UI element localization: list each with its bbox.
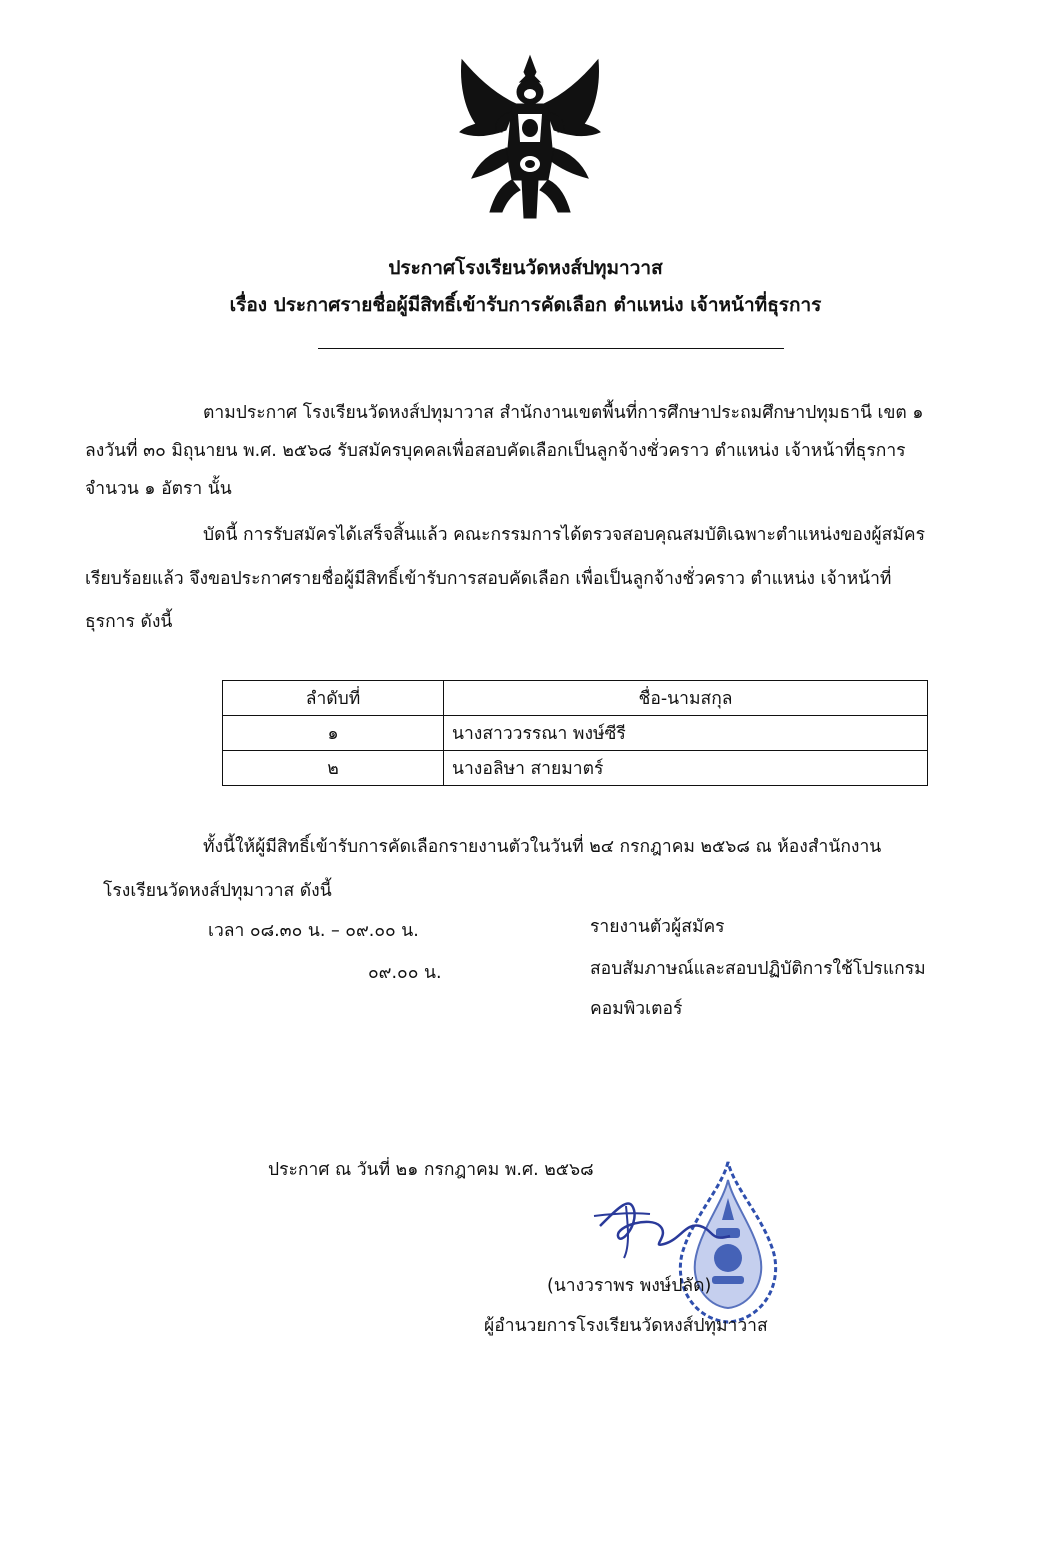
announcement-title: ประกาศโรงเรียนวัดหงส์ปทุมาวาส <box>388 257 663 279</box>
column-header-order: ลำดับที่ <box>223 681 444 716</box>
signer-name: (นางวราพร พงษ์ปลัด) <box>547 1276 712 1296</box>
para2-line2: เรียบร้อยแล้ว จึงขอประกาศรายชื่อผู้มีสิทธิ์เข้ารับการสอบคัดเลือก เพื่อเป็นลูกจ้างชั่วคราว ตำแหน่ง เจ้าหน้าที่ <box>85 569 892 589</box>
garuda-emblem-icon <box>450 52 610 222</box>
row-name: นางอลิษา สายมาตร์ <box>444 751 928 786</box>
row-name: นางสาววรรณา พงษ์ซีรี <box>444 716 928 751</box>
table-row <box>223 716 928 751</box>
schedule-time: เวลา ๐๘.๓๐ น. – ๐๙.๐๐ น. <box>208 921 419 941</box>
para3-line1: ทั้งนี้ให้ผู้มีสิทธิ์เข้ารับการคัดเลือกรายงานตัวในวันที่ ๒๔ กรกฎาคม ๒๕๖๘ ณ ห้องสำนักงาน <box>203 837 882 857</box>
para3-line2: โรงเรียนวัดหงส์ปทุมาวาส ดังนี้ <box>103 881 332 901</box>
announcement-date: ประกาศ ณ วันที่ ๒๑ กรกฎาคม พ.ศ. ๒๕๖๘ <box>268 1160 594 1180</box>
column-header-name: ชื่อ-นามสกุล <box>444 681 928 716</box>
table-row <box>223 751 928 786</box>
schedule-activity: สอบสัมภาษณ์และสอบปฏิบัติการใช้โปรแกรม <box>590 959 926 979</box>
para1-line2: ลงวันที่ ๓๐ มิถุนายน พ.ศ. ๒๕๖๘ รับสมัครบุคคลเพื่อสอบคัดเลือกเป็นลูกจ้างชั่วคราว ตำแหน่ง เจ้าหน้าที่ธุรการ <box>85 441 906 461</box>
schedule-activity: คอมพิวเตอร์ <box>590 999 683 1019</box>
schedule-activity: รายงานตัวผู้สมัคร <box>590 917 725 937</box>
para1-line3: จำนวน ๑ อัตรา นั้น <box>85 479 232 499</box>
table-header-row <box>223 681 928 716</box>
para2-line1: บัดนี้ การรับสมัครได้เสร็จสิ้นแล้ว คณะกรรมการได้ตรวจสอบคุณสมบัติเฉพาะตำแหน่งของผู้สมัคร <box>203 525 925 545</box>
title-divider <box>318 348 784 349</box>
row-order: ๑ <box>223 716 444 751</box>
candidate-table <box>222 680 928 786</box>
schedule-time: ๐๙.๐๐ น. <box>368 963 442 983</box>
para2-line3: ธุรการ ดังนี้ <box>85 612 173 632</box>
signature-icon <box>590 1186 740 1266</box>
para1-line1: ตามประกาศ โรงเรียนวัดหงส์ปทุมาวาส สำนักงานเขตพื้นที่การศึกษาประถมศึกษาปทุมธานี เขต ๑ <box>203 403 924 423</box>
announcement-subject: เรื่อง ประกาศรายชื่อผู้มีสิทธิ์เข้ารับการคัดเลือก ตำแหน่ง เจ้าหน้าที่ธุรการ <box>229 294 822 316</box>
signer-title: ผู้อำนวยการโรงเรียนวัดหงส์ปทุมาวาส <box>484 1316 768 1336</box>
row-order: ๒ <box>223 751 444 786</box>
